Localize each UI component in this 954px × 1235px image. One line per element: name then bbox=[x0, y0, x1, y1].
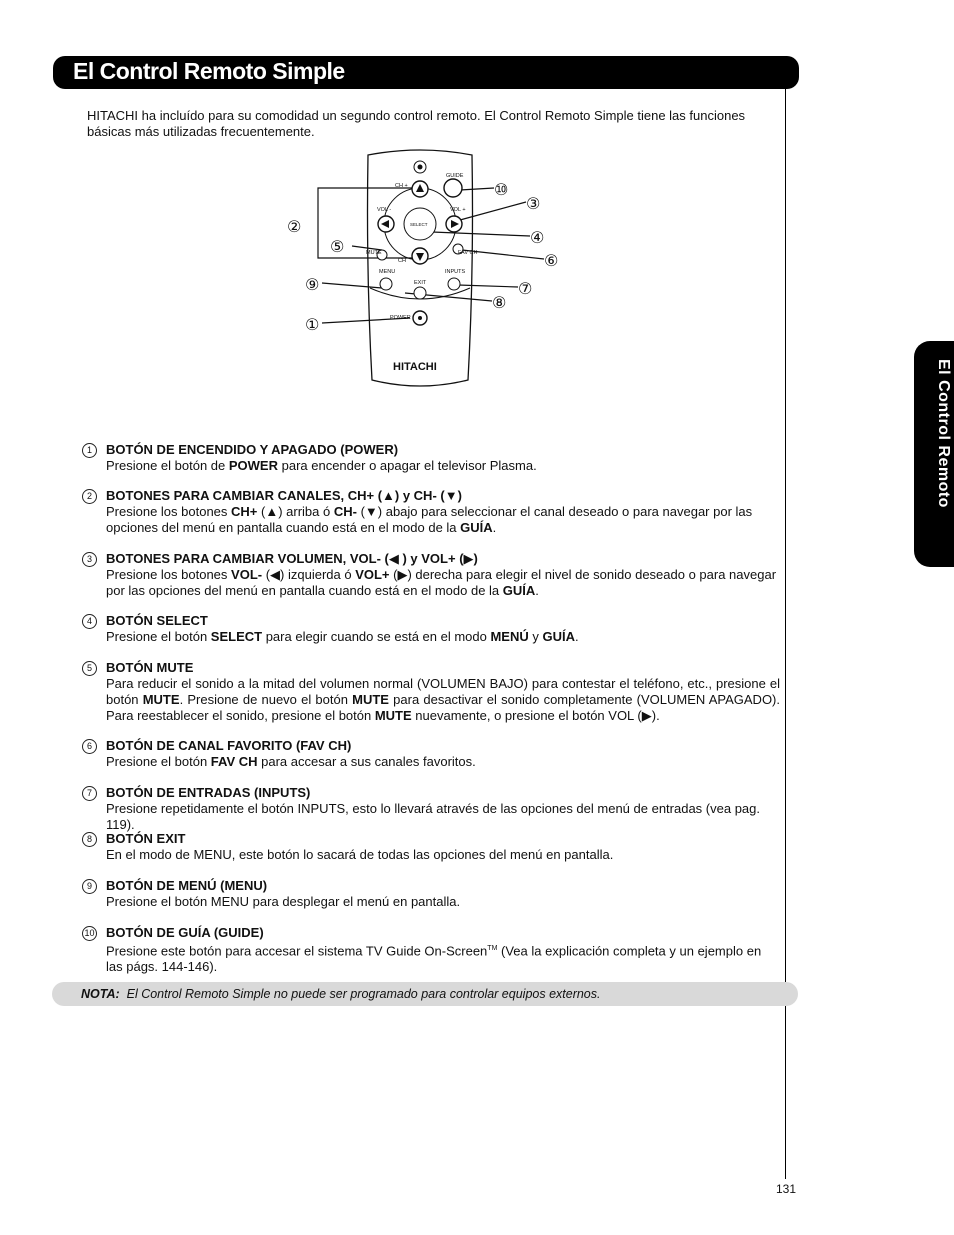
item-heading: BOTÓN DE MENÚ (MENU) bbox=[106, 878, 268, 893]
item-volume bbox=[80, 551, 780, 599]
item-heading: BOTONES PARA CAMBIAR CANALES, CH+ (▲) y CH- (▼) bbox=[106, 488, 462, 503]
item-heading: BOTÓN MUTE bbox=[106, 660, 194, 675]
label-fav-ch: FAV CH bbox=[458, 250, 478, 256]
callout-10: ⑩ bbox=[494, 180, 509, 199]
brand-logo: HITACHI bbox=[393, 361, 437, 373]
label-select: SELECT bbox=[410, 222, 428, 227]
note-text bbox=[81, 987, 600, 1001]
side-tab bbox=[914, 341, 954, 567]
note-label: NOTA: bbox=[81, 987, 120, 1001]
item-text: Presione este botón para accesar el sistema TV Guide On-Screen™ (Vea la explicación completa y un ejemplo en las págs. 144-146). bbox=[106, 943, 762, 975]
label-vol-plus: VOL + bbox=[450, 207, 466, 213]
item-heading: BOTÓN EXIT bbox=[106, 831, 186, 846]
item-exit bbox=[80, 831, 780, 863]
callout-5: ⑤ bbox=[330, 237, 345, 256]
item-heading: BOTÓN SELECT bbox=[106, 613, 208, 628]
title-bar bbox=[53, 56, 799, 89]
item-text: Presione repetidamente el botón INPUTS, esto lo llevará através de las opciones del menú de entradas (vea pag. 119). bbox=[106, 801, 760, 832]
item-number: 2 bbox=[82, 489, 97, 504]
label-inputs: INPUTS bbox=[445, 269, 466, 275]
note-body: El Control Remoto Simple no puede ser programado para controlar equipos externos. bbox=[126, 987, 601, 1001]
item-text: Presione el botón SELECT para elegir cuando se está en el modo MENÚ y GUÍA. bbox=[106, 629, 579, 644]
label-ch-plus: CH + bbox=[395, 183, 408, 189]
callout-7: ⑦ bbox=[518, 279, 533, 298]
vertical-rule bbox=[785, 89, 786, 1179]
label-menu: MENU bbox=[379, 269, 396, 275]
callout-1: ① bbox=[305, 315, 320, 334]
item-inputs bbox=[80, 785, 780, 833]
label-ch: CH bbox=[398, 258, 406, 264]
label-power: POWER bbox=[390, 315, 411, 321]
item-text: Presione los botones VOL- (◀) izquierda ó VOL+ (▶) derecha para elegir el nivel de sonido deseado o para navegar por las opciones del menú en pantalla cuando está en el modo de la GUÍA. bbox=[106, 567, 777, 598]
item-number: 6 bbox=[82, 739, 97, 754]
item-text: Para reducir el sonido a la mitad del volumen normal (VOLUMEN BAJO) para contestar el teléfono, etc., presione el botón MUTE. Presione de nuevo el botón MUTE para desactivar el sonido completamente (VOLUMEN APAGADO). Para reestablecer el sonido, presione el botón MUTE nuevamente, o presione el botón VOL (▶). bbox=[106, 676, 780, 723]
item-text: Presione el botón MENU para desplegar el menú en pantalla. bbox=[106, 894, 461, 909]
item-text: En el modo de MENU, este botón lo sacará de todas las opciones del menú en pantalla. bbox=[106, 847, 614, 862]
item-text: Presione los botones CH+ (▲) arriba ó CH- (▼) abajo para seleccionar el canal deseado o para navegar por las opciones del menú en pantalla cuando está en el modo de la GUÍA. bbox=[106, 504, 753, 535]
label-guide: GUIDE bbox=[446, 173, 464, 179]
item-menu bbox=[80, 878, 780, 910]
item-select bbox=[80, 613, 780, 645]
callout-6: ⑥ bbox=[544, 251, 559, 270]
item-fav-ch bbox=[80, 738, 780, 770]
item-heading: BOTÓN DE ENTRADAS (INPUTS) bbox=[106, 785, 311, 800]
item-number: 8 bbox=[82, 832, 97, 847]
item-power bbox=[80, 442, 780, 474]
item-number: 5 bbox=[82, 661, 97, 676]
callout-2: ② bbox=[287, 217, 302, 236]
item-text: Presione el botón de POWER para encender o apagar el televisor Plasma. bbox=[106, 458, 537, 473]
page-title: El Control Remoto Simple bbox=[73, 58, 345, 84]
item-number: 4 bbox=[82, 614, 97, 629]
remote-diagram bbox=[270, 140, 590, 400]
label-mute: MUTE bbox=[366, 250, 382, 256]
item-heading: BOTÓN DE GUÍA (GUIDE) bbox=[106, 925, 264, 940]
callout-8: ⑧ bbox=[492, 293, 507, 312]
page-number: 131 bbox=[776, 1182, 797, 1196]
note-bar bbox=[52, 982, 798, 1006]
item-mute bbox=[80, 660, 780, 724]
callout-3: ③ bbox=[526, 194, 541, 213]
item-guide bbox=[80, 925, 780, 975]
item-number: 1 bbox=[82, 443, 97, 458]
intro-paragraph: HITACHI ha incluído para su comodidad un segundo control remoto. El Control Remoto Simple tiene las funciones básicas más utilizadas frecuentemente. bbox=[87, 108, 746, 139]
item-heading: BOTONES PARA CAMBIAR VOLUMEN, VOL- (◀ ) y VOL+ (▶) bbox=[106, 551, 478, 566]
item-channel bbox=[80, 488, 780, 536]
item-heading: BOTÓN DE ENCENDIDO Y APAGADO (POWER) bbox=[106, 442, 399, 457]
side-tab-label: El Control Remoto bbox=[935, 359, 952, 508]
item-number: 3 bbox=[82, 552, 97, 567]
item-number: 7 bbox=[82, 786, 97, 801]
item-number: 9 bbox=[82, 879, 97, 894]
item-number: 10 bbox=[82, 926, 97, 941]
label-exit: EXIT bbox=[414, 280, 427, 286]
callout-4: ④ bbox=[530, 228, 545, 247]
item-text: Presione el botón FAV CH para accesar a sus canales favoritos. bbox=[106, 754, 476, 769]
item-heading: BOTÓN DE CANAL FAVORITO (FAV CH) bbox=[106, 738, 352, 753]
label-vol-minus: VOL - bbox=[377, 207, 392, 213]
callout-9: ⑨ bbox=[305, 275, 320, 294]
